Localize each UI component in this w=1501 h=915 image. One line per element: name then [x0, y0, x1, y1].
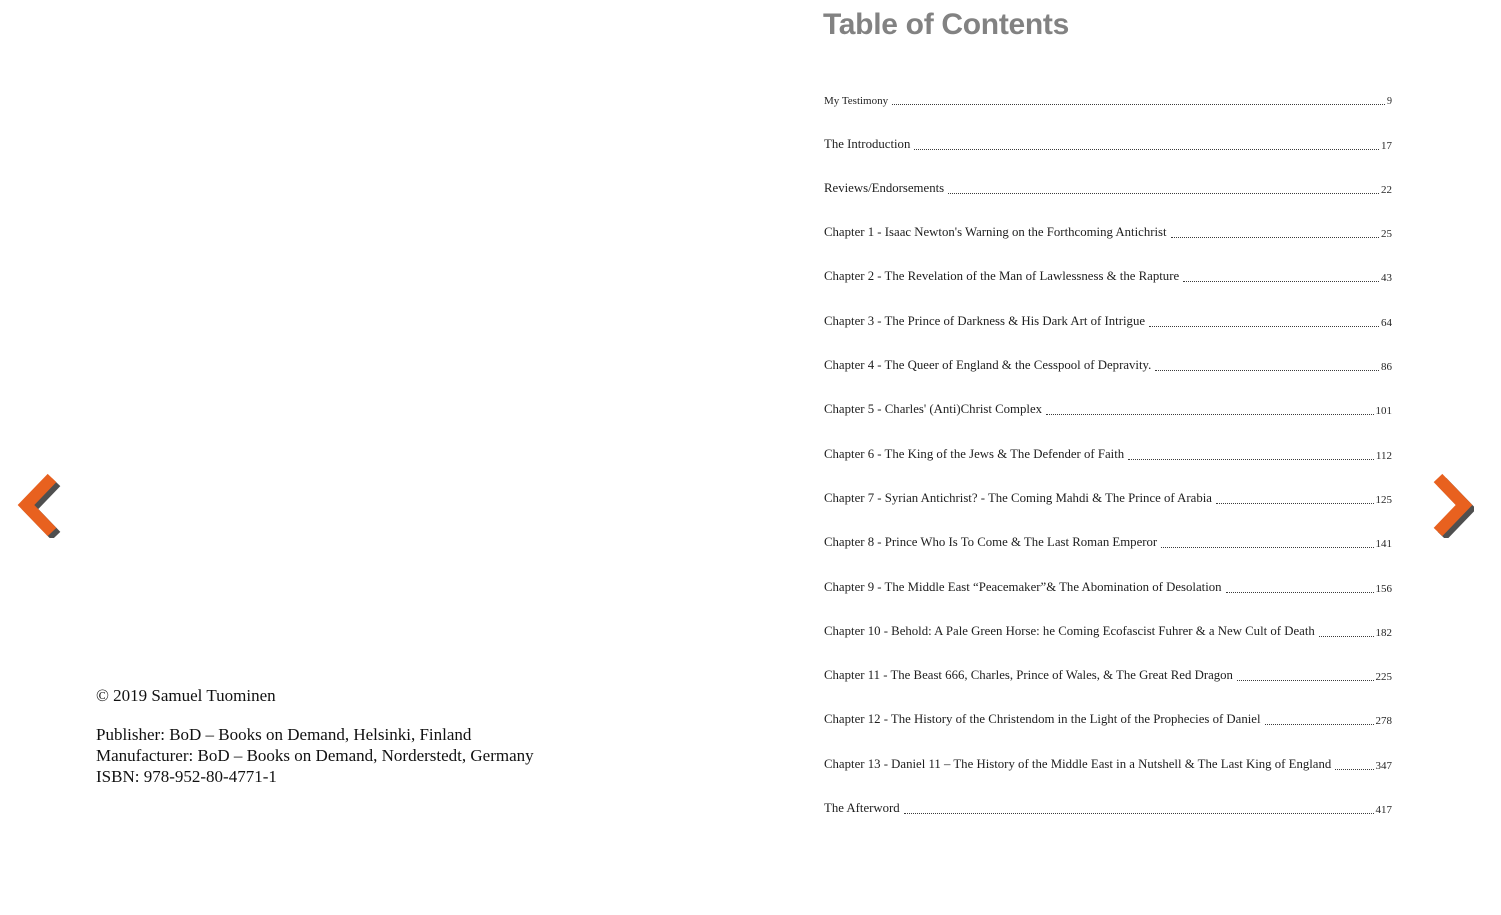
- toc-dot-leader: [1237, 680, 1374, 681]
- toc-dot-leader: [892, 104, 1385, 105]
- toc-entry-label: Reviews/Endorsements: [824, 180, 945, 195]
- toc-dot-leader: [1171, 237, 1379, 238]
- next-page-button[interactable]: [1426, 472, 1474, 538]
- manufacturer-line: Manufacturer: BoD – Books on Demand, Norderstedt, Germany: [96, 746, 534, 765]
- toc-entry: [824, 475, 1392, 519]
- toc-entry: [824, 696, 1392, 740]
- toc-entry: [824, 608, 1392, 652]
- toc-dot-leader: [1335, 769, 1373, 770]
- toc-entry-label: Chapter 2 - The Revelation of the Man of Lawlessness & the Rapture: [824, 269, 1180, 284]
- toc-dot-leader: [1226, 592, 1374, 593]
- toc-entry-page: 278: [1375, 715, 1392, 728]
- toc-list: [824, 76, 1392, 829]
- toc-entry-page: 25: [1381, 228, 1392, 241]
- toc-dot-leader: [1046, 414, 1373, 415]
- isbn-line: ISBN: 978-952-80-4771-1: [96, 767, 277, 786]
- toc-entry-page: 64: [1381, 316, 1392, 329]
- toc-title: Table of Contents: [823, 8, 1070, 41]
- toc-entry-page: 182: [1375, 626, 1392, 639]
- toc-dot-leader: [904, 813, 1374, 814]
- toc-entry: [824, 785, 1392, 829]
- toc-entry: [824, 297, 1392, 341]
- toc-dot-leader: [1265, 724, 1374, 725]
- toc-dot-leader: [914, 149, 1379, 150]
- toc-entry-label: Chapter 7 - Syrian Antichrist? - The Coming Mahdi & The Prince of Arabia: [824, 490, 1212, 505]
- toc-entry-page: 43: [1381, 272, 1392, 285]
- toc-entry: [824, 519, 1392, 563]
- toc-entry-label: Chapter 1 - Isaac Newton's Warning on the Forthcoming Antichrist: [824, 225, 1167, 240]
- toc-entry-label: Chapter 4 - The Queer of England & the Cesspool of Depravity.: [824, 358, 1152, 373]
- toc-dot-leader: [1161, 547, 1373, 548]
- toc-entry-page: 156: [1375, 582, 1392, 595]
- toc-dot-leader: [1183, 281, 1379, 282]
- toc-entry-page: 112: [1375, 449, 1392, 462]
- prev-page-button[interactable]: [16, 472, 64, 538]
- toc-entry-page: 125: [1375, 493, 1392, 506]
- toc-entry-label: Chapter 9 - The Middle East “Peacemaker”& The Abomination of Desolation: [824, 579, 1222, 594]
- toc-dot-leader: [1128, 459, 1374, 460]
- toc-entry-label: Chapter 11 - The Beast 666, Charles, Prince of Wales, & The Great Red Dragon: [824, 668, 1233, 683]
- toc-dot-leader: [948, 193, 1379, 194]
- toc-entry-label: Chapter 12 - The History of the Christendom in the Light of the Prophecies of Daniel: [824, 712, 1261, 727]
- toc-entry-page: 101: [1375, 405, 1392, 418]
- toc-entry: [824, 386, 1392, 430]
- toc-entry: [824, 430, 1392, 474]
- toc-entry-label: Chapter 13 - Daniel 11 – The History of the Middle East in a Nutshell & The Last King of England: [824, 756, 1332, 771]
- toc-entry-label: Chapter 10 - Behold: A Pale Green Horse: he Coming Ecofascist Fuhrer & a New Cult of Death: [824, 623, 1315, 638]
- toc-dot-leader: [1149, 326, 1379, 327]
- toc-entry: [824, 740, 1392, 784]
- toc-entry-page: 22: [1381, 183, 1392, 196]
- publisher-line: Publisher: BoD – Books on Demand, Helsinki, Finland: [96, 725, 472, 744]
- toc-entry: [824, 342, 1392, 386]
- copyright-block: [96, 685, 534, 787]
- toc-entry-label: The Introduction: [824, 136, 911, 151]
- toc-entry-page: 86: [1381, 361, 1392, 374]
- toc-entry: [824, 76, 1392, 120]
- toc-entry-label: Chapter 6 - The King of the Jews & The Defender of Faith: [824, 446, 1125, 461]
- toc-entry: [824, 652, 1392, 696]
- toc-entry-label: Chapter 8 - Prince Who Is To Come & The Last Roman Emperor: [824, 535, 1158, 550]
- chevron-left-icon: [16, 472, 64, 538]
- toc-entry-label: The Afterword: [824, 801, 900, 816]
- toc-entry-label: Chapter 5 - Charles' (Anti)Christ Complex: [824, 402, 1043, 417]
- toc-entry: [824, 120, 1392, 164]
- toc-entry-label: My Testimony: [824, 95, 889, 108]
- copyright-line: © 2019 Samuel Tuominen: [96, 686, 276, 705]
- toc-entry-page: 141: [1375, 538, 1392, 551]
- toc-entry-page: 9: [1387, 96, 1392, 108]
- toc-entry: [824, 253, 1392, 297]
- toc-entry-page: 225: [1375, 671, 1392, 684]
- toc-dot-leader: [1155, 370, 1379, 371]
- chevron-right-icon: [1426, 472, 1474, 538]
- toc-entry-page: 417: [1375, 804, 1392, 817]
- toc-entry-label: Chapter 3 - The Prince of Darkness & His Dark Art of Intrigue: [824, 313, 1146, 328]
- toc-entry: [824, 563, 1392, 607]
- toc-dot-leader: [1319, 636, 1374, 637]
- toc-entry: [824, 209, 1392, 253]
- toc-entry-page: 17: [1381, 139, 1392, 152]
- toc-dot-leader: [1216, 503, 1374, 504]
- toc-entry-page: 347: [1375, 759, 1392, 772]
- toc-entry: [824, 165, 1392, 209]
